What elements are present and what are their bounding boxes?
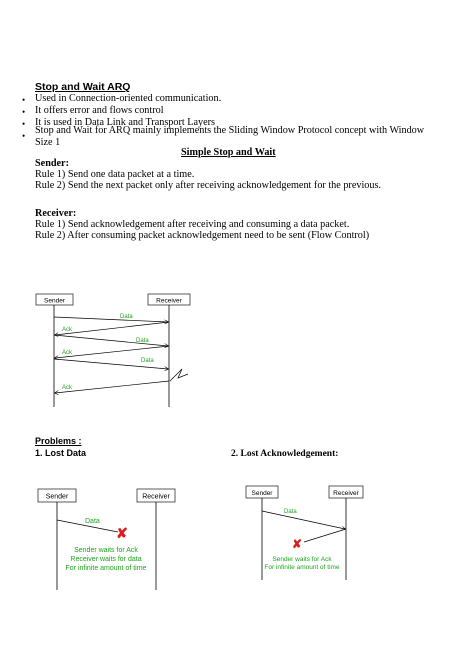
receiver-rule: Rule 2) After consuming packet acknowledgement need to be sent (Flow Control): [35, 230, 370, 241]
bullet-dot: •: [22, 107, 26, 117]
data-label: Data: [120, 314, 133, 320]
wait-note: Sender waits for Ack: [74, 547, 138, 554]
wait-note: For infinite amount of time: [65, 565, 147, 572]
sender-label: Sender: [45, 493, 69, 501]
receiver-label: Receiver: [156, 297, 182, 305]
bullet-item: Stop and Wait for ARQ mainly implements the Sliding Window Protocol concept with Window: [35, 125, 425, 136]
data-label: Data: [136, 338, 149, 344]
subsection-title: Simple Stop and Wait: [181, 147, 276, 158]
receiver-rule: Rule 1) Send acknowledgement after receiving and consuming a data packet.: [35, 219, 350, 230]
data-label: Data: [85, 518, 100, 525]
sender-rule: Rule 2) Send the next packet only after receiving acknowledgement for the previous.: [35, 180, 381, 191]
ack-label: Ack: [62, 385, 73, 391]
bullet-item-continued: Size 1: [35, 137, 61, 148]
bullet-item: It offers error and flows control: [35, 105, 164, 116]
data-label: Data: [284, 509, 297, 515]
receiver-heading: Receiver:: [35, 208, 77, 219]
ack-label: Ack: [62, 350, 73, 356]
bullet-dot: •: [22, 119, 26, 129]
sender-rule: Rule 1) Send one data packet at a time.: [35, 169, 195, 180]
sender-label: Sender: [44, 297, 65, 305]
wait-note: Sender waits for Ack: [272, 556, 332, 563]
bullet-item: Used in Connection-oriented communication.: [35, 93, 222, 104]
lost-x-icon: ✘: [291, 537, 303, 551]
bullet-dot: •: [22, 131, 26, 141]
lost-x-icon: ✘: [116, 525, 128, 541]
bullet-dot: •: [22, 95, 26, 105]
sender-heading: Sender:: [35, 158, 69, 169]
wait-note: Receiver waits for data: [70, 556, 142, 563]
problems-heading: Problems :: [35, 436, 82, 446]
lost-data-heading: 1. Lost Data: [35, 448, 87, 458]
bullet-item: It is used in Data Link and Transport Layers: [35, 117, 215, 128]
data-arrow: [262, 511, 345, 529]
sender-label: Sender: [251, 490, 273, 497]
lost-ack-heading: 2. Lost Acknowledgement:: [231, 449, 339, 459]
receiver-label: Receiver: [333, 490, 359, 497]
ack-label: Ack: [62, 327, 73, 333]
ack-arrow: [304, 529, 346, 542]
wait-note: For infinite amount of time: [264, 564, 340, 571]
receiver-label: Receiver: [142, 493, 170, 501]
data-label: Data: [141, 358, 154, 364]
section-title: Stop and Wait ARQ: [35, 81, 131, 93]
